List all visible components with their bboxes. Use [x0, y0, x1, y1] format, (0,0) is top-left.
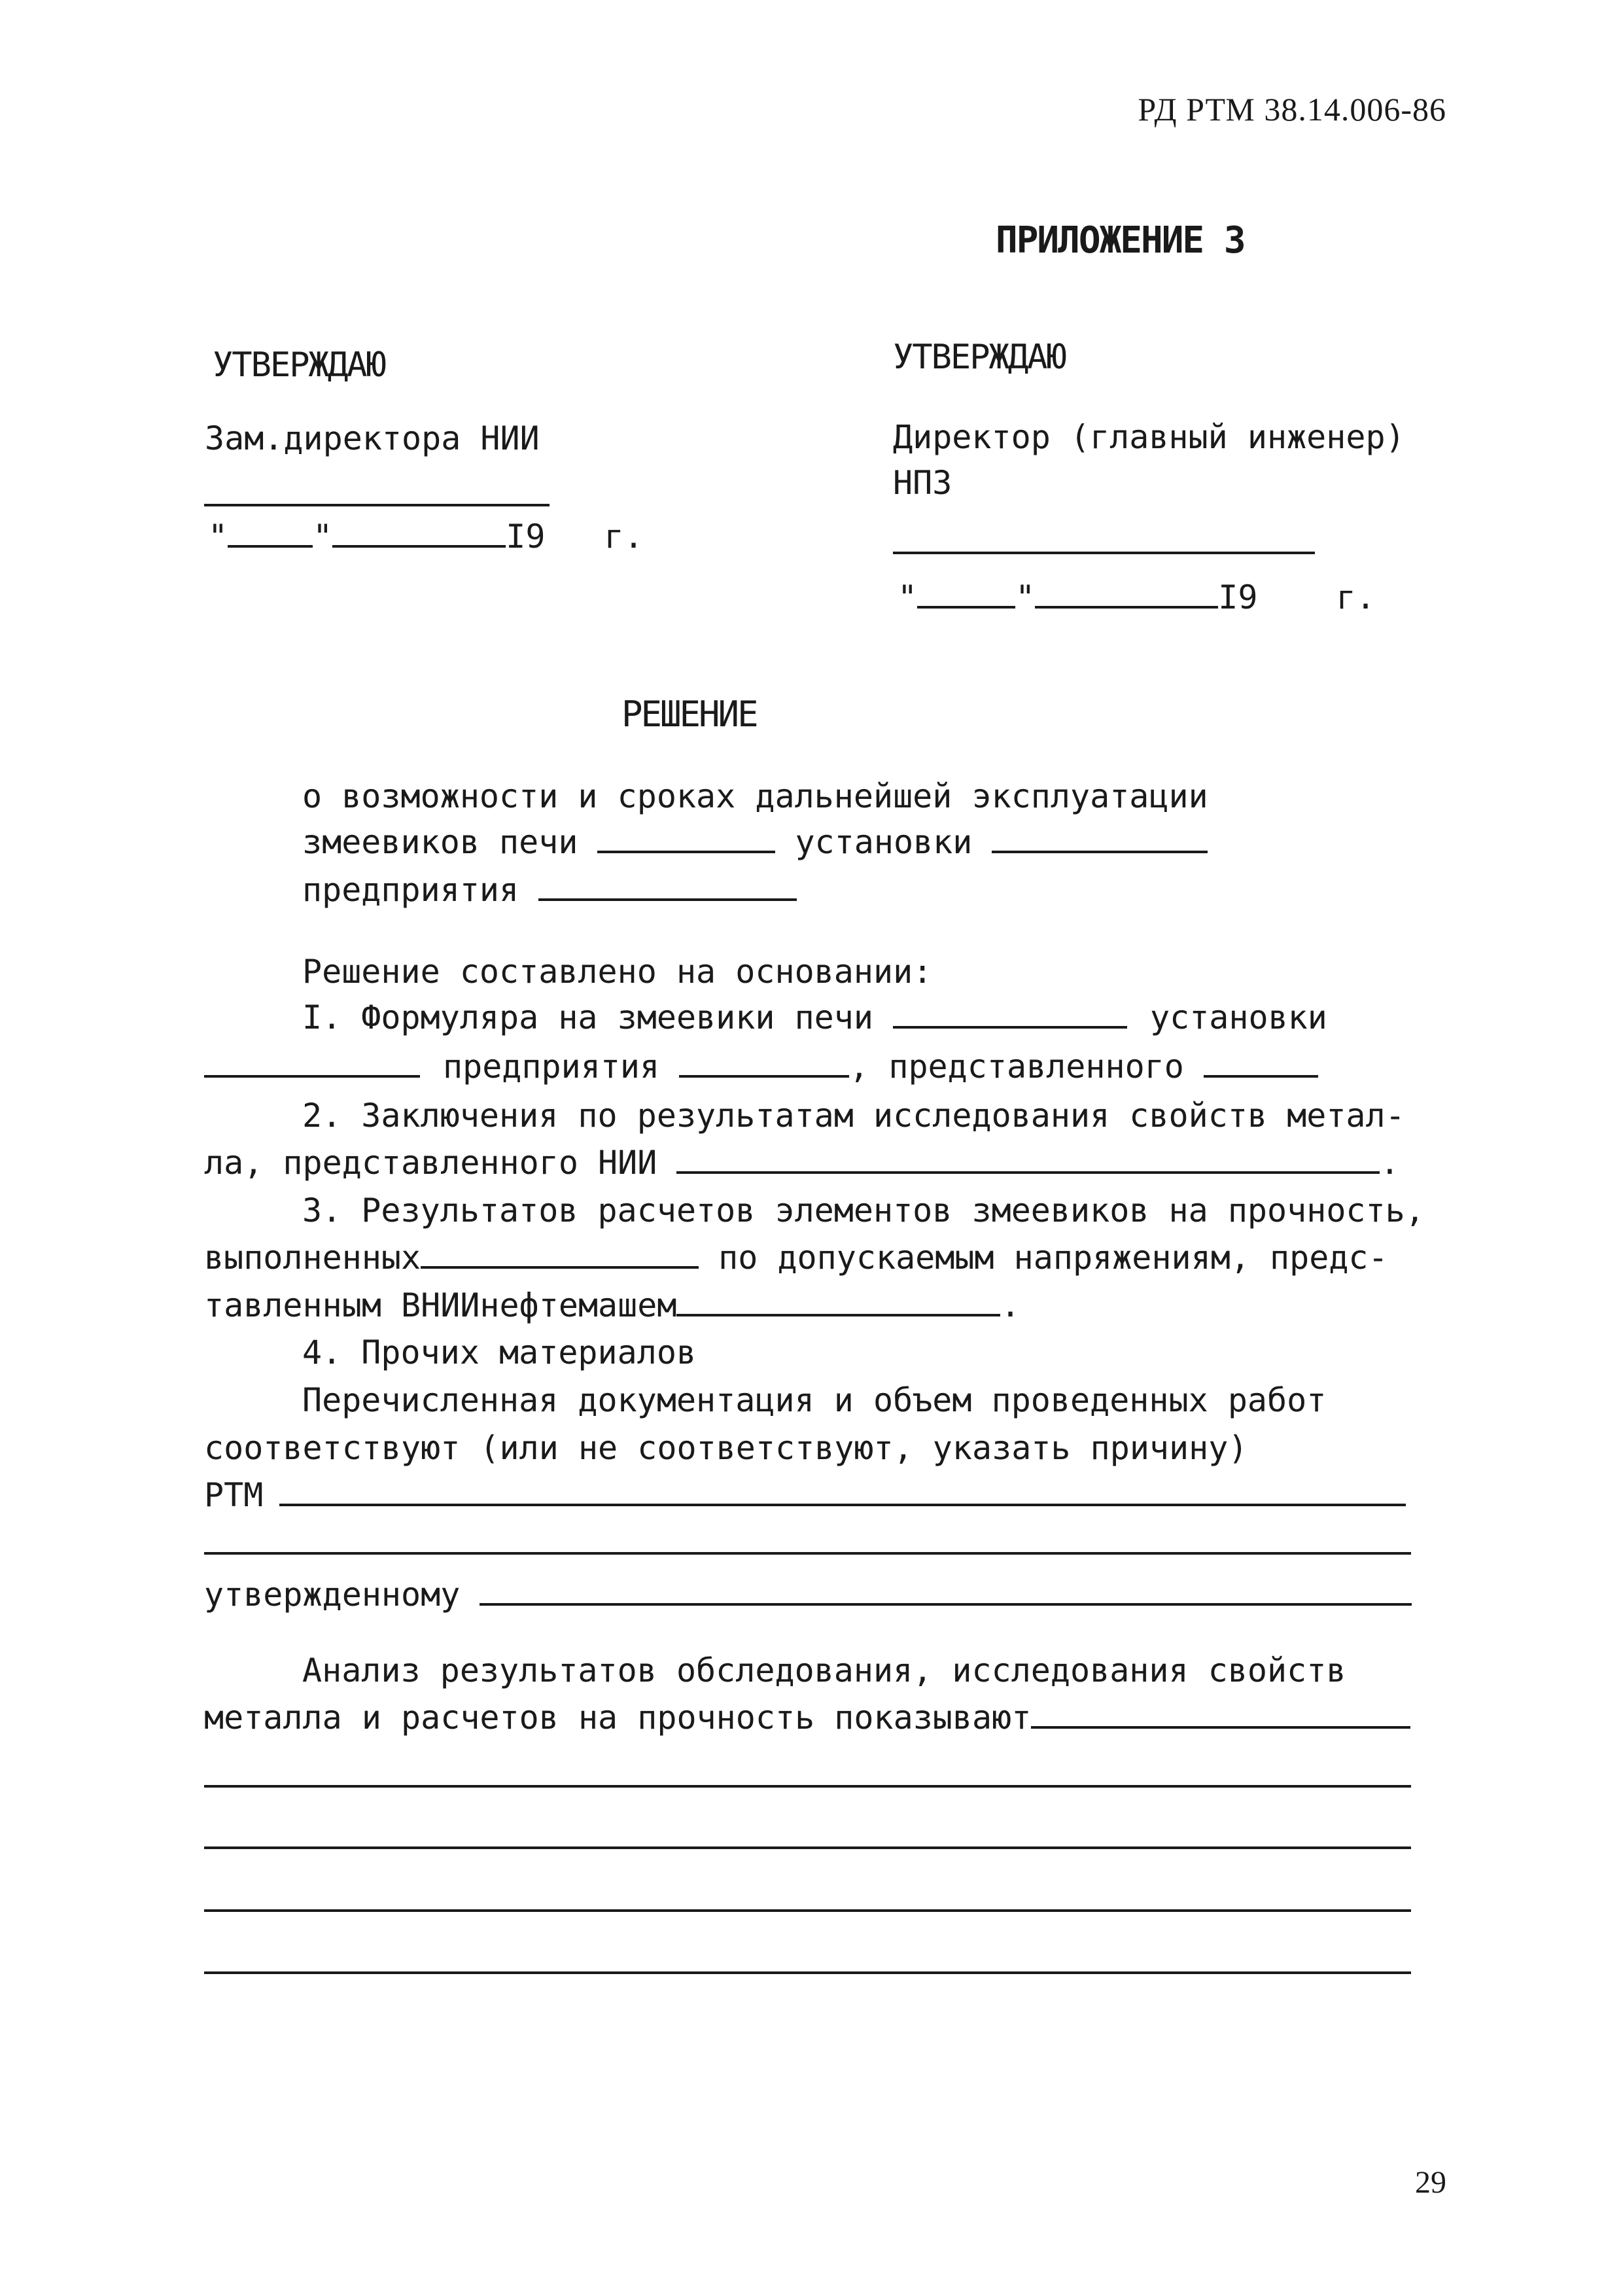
item3-stress-text: по допускаемым напряжениям, предс-	[718, 1239, 1388, 1277]
item3-line1: 3. Результатов расчетов элементов змеевиков на прочность,	[302, 1192, 1425, 1229]
item2-institute-blank	[676, 1146, 1380, 1174]
analysis-label: металла и расчетов на прочность показывают	[204, 1699, 1032, 1737]
analysis-blank	[1031, 1701, 1410, 1729]
unit-blank	[992, 826, 1208, 853]
rtm-blank	[279, 1479, 1406, 1506]
paragraph2-line2	[204, 1699, 1410, 1737]
date-quote-close: "	[1015, 578, 1036, 616]
date-quote-close: "	[313, 518, 333, 556]
approval-left-heading: УТВЕРЖДАЮ	[213, 345, 385, 385]
item1-presented-label: , представленного	[849, 1048, 1184, 1086]
item3-line2	[204, 1239, 1388, 1277]
item1-unit-blank	[204, 1050, 420, 1078]
basis-line: Решение составлено на основании:	[302, 953, 933, 991]
page-number: 29	[1415, 2165, 1446, 2200]
paragraph1-line1: Перечисленная документация и объем проведенных работ	[302, 1381, 1327, 1419]
analysis-blank-line-3	[204, 1909, 1411, 1912]
date-quote-open: "	[208, 518, 228, 556]
decision-subtitle-line3	[302, 871, 797, 909]
date-year-suffix: г.	[1336, 578, 1376, 616]
date-day-blank	[917, 581, 1015, 609]
furnace-blank	[597, 826, 775, 853]
enterprise-blank	[538, 874, 797, 901]
item1-enterprise-label: предприятия	[443, 1048, 660, 1086]
item3-institute-blank	[676, 1289, 1000, 1316]
item1-furnace-blank	[893, 1001, 1127, 1029]
approval-left-signature-line	[204, 504, 550, 506]
date-month-blank	[1035, 581, 1218, 609]
rtm-line	[204, 1476, 1406, 1514]
approved-label: утвержденному	[204, 1576, 461, 1614]
item2-line2	[204, 1144, 1400, 1182]
item1-unit-label: установки	[1149, 998, 1327, 1036]
item1-line1	[302, 998, 1327, 1036]
analysis-blank-line-1	[204, 1785, 1411, 1788]
subtitle-furnace-label: змеевиков печи	[302, 823, 578, 861]
appendix-label: ПРИЛОЖЕНИЕ 3	[996, 219, 1245, 262]
decision-subtitle-line2	[302, 823, 1208, 861]
date-day-blank	[228, 520, 313, 548]
approval-right-date	[898, 578, 1376, 616]
item4-line: 4. Прочих материалов	[302, 1333, 697, 1371]
item3-executed-blank	[421, 1241, 699, 1269]
item3-end: .	[1000, 1286, 1021, 1324]
item2-end: .	[1380, 1144, 1400, 1182]
item1-presented-blank	[1204, 1050, 1318, 1078]
item2-text: ла, представленного НИИ	[204, 1144, 657, 1182]
paragraph2-line1: Анализ результатов обследования, исследования свойств	[302, 1651, 1346, 1689]
approval-right-signature-line	[893, 552, 1315, 554]
item3-institute-label: тавленным ВНИИнефтемашем	[204, 1286, 677, 1324]
decision-subtitle-line1: о возможности и сроках дальнейшей эксплуатации	[302, 777, 1208, 815]
date-year-suffix: г.	[604, 518, 644, 556]
approval-right-position-line2: НПЗ	[893, 464, 952, 502]
rtm-blank-continuation	[204, 1552, 1411, 1555]
subtitle-enterprise-label: предприятия	[302, 871, 519, 909]
approval-left-position: Зам.директора НИИ	[205, 419, 540, 457]
paragraph1-line2: соответствуют (или не соответствуют, указать причину)	[204, 1429, 1248, 1467]
date-year-prefix: I9	[1218, 578, 1258, 616]
date-quote-open: "	[898, 578, 918, 616]
date-year-prefix: I9	[506, 518, 546, 556]
item3-executed-label: выполненных	[204, 1239, 421, 1277]
subtitle-unit-label: установки	[795, 823, 973, 861]
approval-right-heading: УТВЕРЖДАЮ	[893, 338, 1066, 377]
item1-line2	[204, 1048, 1318, 1086]
decision-title: РЕШЕНИЕ	[621, 694, 757, 735]
document-code: РД РТМ 38.14.006-86	[1138, 91, 1446, 128]
analysis-blank-line-2	[204, 1846, 1411, 1849]
approval-right-position: Директор (главный инженер)	[893, 418, 1405, 456]
item2-line1: 2. Заключения по результатам исследования свойств метал-	[302, 1097, 1405, 1135]
analysis-blank-line-4	[204, 1971, 1411, 1974]
approved-line	[204, 1576, 1412, 1614]
item1-text: I. Формуляра на змеевики печи	[302, 998, 873, 1036]
item1-enterprise-blank	[679, 1050, 849, 1078]
approval-left-date	[208, 518, 644, 556]
date-month-blank	[332, 520, 506, 548]
approved-blank	[480, 1578, 1412, 1606]
rtm-label: РТМ	[204, 1476, 264, 1514]
item3-line3	[204, 1286, 1021, 1324]
